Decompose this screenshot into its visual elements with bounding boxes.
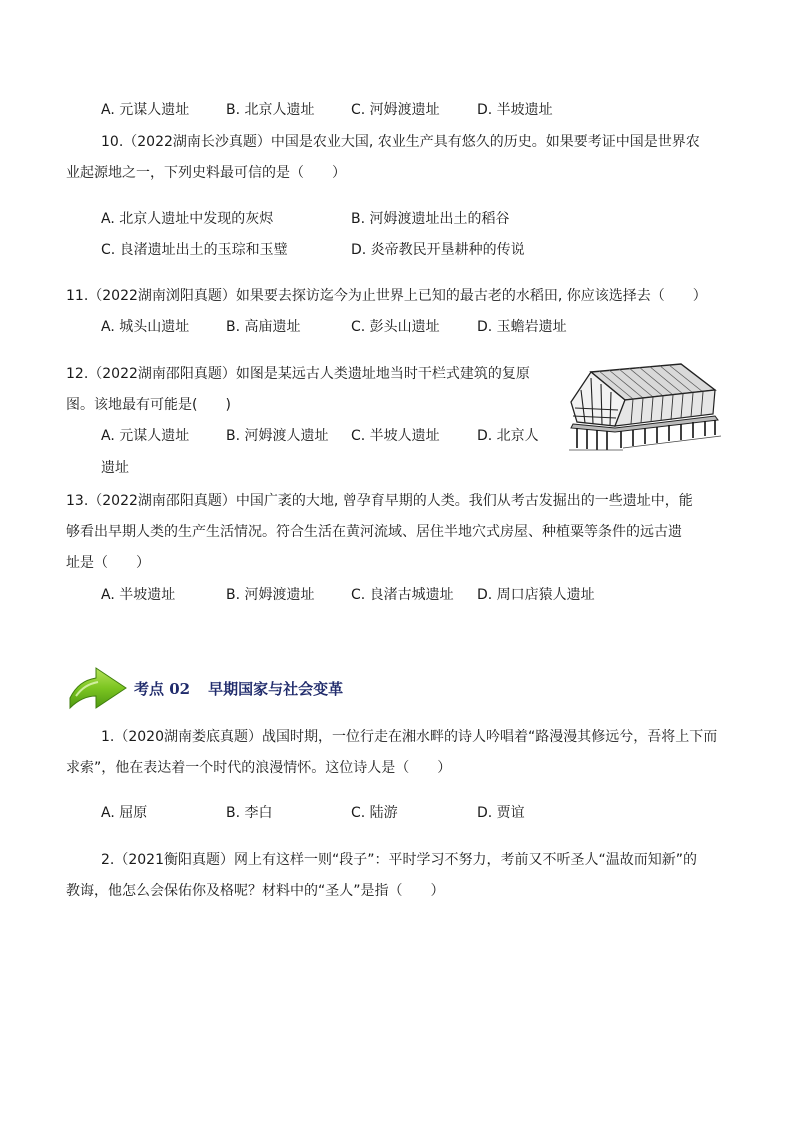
q10-option-a: A. 北京人遗址中发现的灰烬 [101,211,274,227]
q12-option-b: B. 河姆渡人遗址 [226,428,329,444]
q11-option-d: D. 玉蟾岩遗址 [477,319,567,335]
s1-option-d: D. 贾谊 [477,805,525,821]
q11-option-a: A. 城头山遗址 [101,319,190,335]
stilt-house-illustration [563,360,728,452]
s1-option-a: A. 屈原 [101,805,148,821]
q10-option-b: B. 河姆渡遗址出土的稻谷 [351,211,510,227]
q13-option-a: A. 半坡遗址 [101,587,176,603]
q12-stem-line2: 图。该地最有可能是( ) [66,397,231,413]
q11-stem-line1: 11.（2022湖南浏阳真题）如果要去探访迄今为止世界上已知的最古老的水稻田, 你应该选择去（ ） [66,288,707,304]
q10-option-d: D. 炎帝教民开垦耕种的传说 [351,242,525,258]
section-name: 早期国家与社会变革 [208,680,344,698]
q11-option-b: B. 高庙遗址 [226,319,301,335]
q13-stem-line3: 址是（ ） [66,555,150,571]
s1-stem-line1: 1.（2020湖南娄底真题）战国时期，一位行走在湘水畔的诗人吟唱着“路漫漫其修远兮，吾将上下而 [101,729,718,745]
section-number: 考点 02 [134,680,191,698]
s2-stem-line1: 2.（2021衡阳真题）网上有这样一则“段子”：平时学习不努力，考前又不听圣人“温故而知新”的 [101,852,697,868]
q12-option-d-wrap: 遗址 [101,460,129,476]
s2-stem-line2: 教诲，他怎么会保佑你及格呢？材料中的“圣人”是指（ ） [66,883,445,899]
q13-option-b: B. 河姆渡遗址 [226,587,315,603]
q12-option-c: C. 半坡人遗址 [351,428,440,444]
green-arrow-icon [66,662,134,718]
q9-option-c: C. 河姆渡遗址 [351,102,440,118]
section-title [134,678,343,700]
s1-option-b: B. 李白 [226,805,273,821]
q13-option-d: D. 周口店猿人遗址 [477,587,595,603]
s1-option-c: C. 陆游 [351,805,398,821]
s1-stem-line2: 求索”，他在表达着一个时代的浪漫情怀。这位诗人是（ ） [66,760,452,776]
q12-option-d: D. 北京人 [477,428,539,444]
q10-stem-line2: 业起源地之一，下列史料最可信的是（ ） [66,165,346,181]
q13-stem-line2: 够看出早期人类的生产生活情况。符合生活在黄河流域、居住半地穴式房屋、种植粟等条件的远古遗 [66,524,682,540]
q12-stem-line1: 12.（2022湖南邵阳真题）如图是某远古人类遗址地当时干栏式建筑的复原 [66,366,530,382]
section-header [66,662,466,718]
q9-option-d: D. 半坡遗址 [477,102,553,118]
q12-option-a: A. 元谋人遗址 [101,428,190,444]
q9-option-b: B. 北京人遗址 [226,102,315,118]
q10-option-c: C. 良渚遗址出土的玉琮和玉璧 [101,242,288,258]
q13-option-c: C. 良渚古城遗址 [351,587,454,603]
q10-stem-line1: 10.（2022湖南长沙真题）中国是农业大国, 农业生产具有悠久的历史。如果要考证中国是世界农 [101,134,700,150]
q13-stem-line1: 13.（2022湖南邵阳真题）中国广袤的大地, 曾孕育早期的人类。我们从考古发掘出的一些遗址中，能 [66,493,693,509]
q11-option-c: C. 彭头山遗址 [351,319,440,335]
q9-option-a: A. 元谋人遗址 [101,102,190,118]
